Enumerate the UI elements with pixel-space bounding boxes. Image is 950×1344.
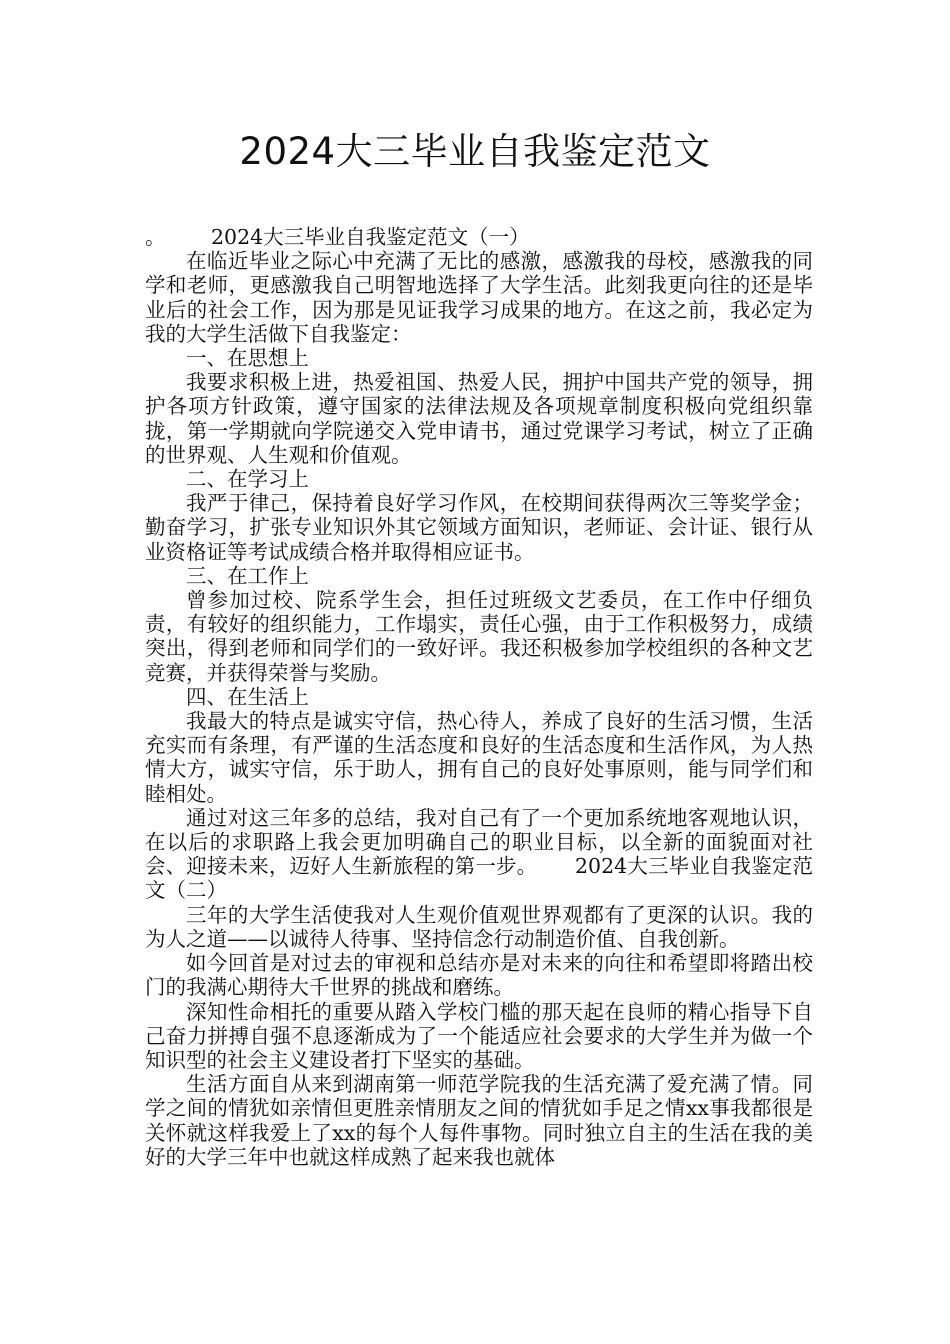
- intro-mark: 。: [145, 225, 166, 249]
- subheading-life: 四、在生活上: [186, 684, 309, 709]
- section-heading-line: [145, 225, 813, 249]
- subheading-study: 二、在学习上: [186, 467, 309, 492]
- paragraph-reflection: 如今回首是对过去的审视和总结亦是对未来的向往和希望即将踏出校门的我满心期待大千世界的挑战和磨练。: [145, 951, 813, 1000]
- paragraph-campus-life: 生活方面自从来到湖南第一师范学院我的生活充满了爱充满了情。同学之间的情犹如亲情但更胜亲情朋友之间的情犹如手足之情xx事我都很是关怀就这样我爱上了xx的每个人每件事物。同时独立自主的生活在我的美好的大学三年中也就这样成熟了起来我也就体: [145, 1072, 813, 1169]
- paragraph-thought: 我要求积极上进，热爱祖国、热爱人民，拥护中国共产党的领导，拥护各项方针政策，遵守国家的法律法规及各项规章制度积极向党组织靠拢，第一学期就向学院递交入党申请书，通过党课学习考试，树立了正确的世界观、人生观和价值观。: [145, 370, 813, 467]
- paragraph-growth: 深知性命相托的重要从踏入学校门槛的那天起在良师的精心指导下自己奋力拼搏自强不息逐渐成为了一个能适应社会要求的大学生并为做一个知识型的社会主义建设者打下坚实的基础。: [145, 999, 813, 1072]
- paragraph-life: 我最大的特点是诚实守信，热心待人，养成了良好的生活习惯，生活充实而有条理，有严谨的生活态度和良好的生活态度和生活作风，为人热情大方，诚实守信，乐于助人，拥有自己的良好处事原则，能与同学们和睦相处。: [145, 709, 813, 806]
- paragraph-summary: 通过对这三年多的总结，我对自己有了一个更加系统地客观地认识，在以后的求职路上我会更加明确自己的职业目标，以全新的面貌面对社会、迎接未来，迈好人生新旅程的第一步。 2024大三毕业自我鉴定范文（二）: [145, 805, 813, 903]
- subheading-work: 三、在工作上: [186, 563, 309, 588]
- paragraph-study: 我严于律己，保持着良好学习作风，在校期间获得两次三等奖学金；勤奋学习，扩张专业知识外其它领域方面知识，老师证、会计证、银行从业资格证等考试成绩合格并取得相应证书。: [145, 491, 813, 564]
- document-body: [145, 225, 813, 1169]
- page-title: 2024大三毕业自我鉴定范文: [239, 130, 711, 173]
- paragraph-outlook: 三年的大学生活使我对人生观价值观世界观都有了更深的认识。我的为人之道——以诚待人待事、坚持信念行动制造价值、自我创新。: [145, 902, 813, 951]
- section-heading: 2024大三毕业自我鉴定范文（一）: [211, 225, 530, 249]
- paragraph-intro: 在临近毕业之际心中充满了无比的感激，感激我的母校，感激我的同学和老师，更感激我自己明智地选择了大学生活。此刻我更向往的还是毕业后的社会工作，因为那是见证我学习成果的地方。在这之前，我必定为我的大学生活做下自我鉴定：: [145, 249, 813, 346]
- paragraph-work: 曾参加过校、院系学生会，担任过班级文艺委员，在工作中仔细负责，有较好的组织能力，工作塌实，责任心强，由于工作积极努力，成绩突出，得到老师和同学们的一致好评。我还积极参加学校组织的各种文艺竞赛，并获得荣誉与奖励。: [145, 588, 813, 685]
- subheading-thought: 一、在思想上: [186, 346, 309, 371]
